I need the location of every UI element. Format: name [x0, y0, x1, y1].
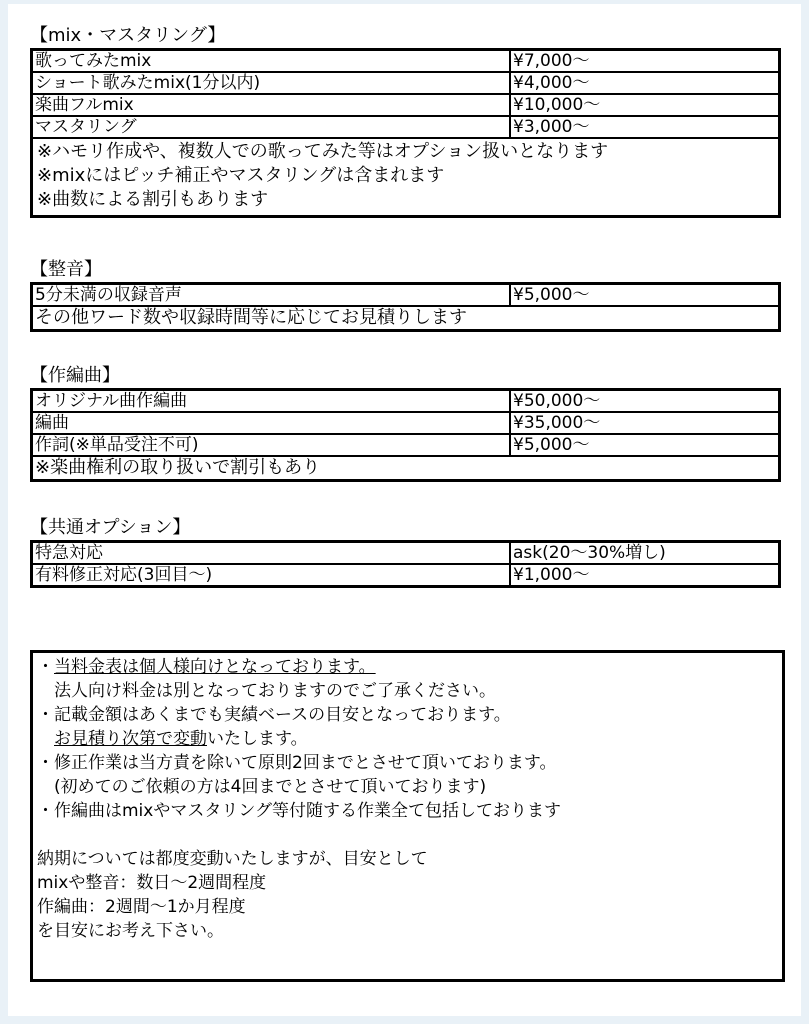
item-price: ¥4,000〜 [513, 73, 590, 93]
notice-line: ・修正作業は当方責を除いて原則2回までとさせて頂いております。 [37, 753, 557, 773]
table-row [33, 411, 778, 433]
item-price: ¥5,000〜 [513, 435, 590, 455]
note-line: ※mixにはピッチ補正やマスタリングは含まれます [37, 165, 445, 186]
notice-line: 法人向け料金は別となっておりますのでご了承ください。 [37, 681, 496, 701]
notice-underlined-text: お見積り次第で変動 [54, 729, 207, 749]
notice-underlined-text: 当料金表は個人様向けとなっております。 [54, 657, 376, 677]
item-label: マスタリング [33, 117, 511, 137]
notice-indent [37, 729, 54, 749]
table-row [33, 71, 778, 93]
notice-line: ・記載金額はあくまでも実績ベースの目安となっております。 [37, 705, 511, 725]
item-price: ask(20〜30%増し) [513, 543, 666, 563]
notice-line: (初めてのご依頼の方は4回までとさせて頂いております) [37, 777, 487, 797]
table-row [33, 285, 778, 305]
table-row [33, 455, 778, 479]
notice-line: mixや整音：数日〜2週間程度 [37, 873, 267, 893]
mix-heading: 【mix・マスタリング】 [30, 25, 226, 46]
item-label: 作詞(※単品受注不可) [33, 435, 511, 455]
mix-notes [33, 137, 778, 215]
table-row [33, 391, 778, 411]
composition-note: ※楽曲権利の取り扱いで割引もあり [35, 457, 321, 478]
options-table [30, 540, 781, 588]
seion-heading: 【整音】 [30, 259, 102, 280]
notice-text: いたします。 [207, 729, 308, 749]
mix-section [30, 24, 785, 218]
seion-section [30, 258, 785, 332]
mix-table [30, 48, 781, 218]
item-label: 特急対応 [33, 543, 511, 563]
item-label: 楽曲フルmix [33, 95, 511, 115]
notice-line [37, 727, 778, 751]
item-label: 歌ってみたmix [33, 51, 511, 71]
notice-box [30, 650, 785, 982]
table-row [33, 543, 778, 563]
price-list-page [8, 4, 801, 1016]
table-row [33, 93, 778, 115]
item-label: 5分未満の収録音声 [33, 285, 511, 305]
note-line: ※曲数による割引もあります [37, 189, 269, 210]
notice-line: を目安にお考え下さい。 [37, 921, 224, 941]
options-section [30, 516, 785, 588]
notice-spacer [37, 823, 778, 847]
item-label: 編曲 [33, 413, 511, 433]
options-heading: 【共通オプション】 [30, 517, 191, 538]
notice-line: ・作編曲はmixやマスタリング等付随する作業全て包括しております [37, 801, 562, 821]
table-row [33, 115, 778, 137]
item-price: ¥3,000〜 [513, 117, 590, 137]
seion-table [30, 282, 781, 332]
note-line: ※ハモリ作成や、複数人での歌ってみた等はオプション扱いとなります [37, 141, 609, 162]
table-row [33, 305, 778, 329]
item-price: ¥5,000〜 [513, 285, 590, 305]
item-price: ¥1,000〜 [513, 565, 590, 585]
item-label: オリジナル曲作編曲 [33, 391, 511, 411]
table-row [33, 51, 778, 71]
item-price: ¥10,000〜 [513, 95, 601, 115]
item-price: ¥35,000〜 [513, 413, 601, 433]
seion-note: その他ワード数や収録時間等に応じてお見積りします [35, 307, 467, 328]
table-row [33, 563, 778, 585]
item-label: 有料修正対応(3回目〜) [33, 565, 511, 585]
table-row [33, 433, 778, 455]
composition-heading: 【作編曲】 [30, 365, 120, 386]
notice-bullet: ・ [37, 657, 54, 677]
notice-line: 納期については都度変動いたしますが、目安として [37, 849, 428, 869]
item-label: ショート歌みたmix(1分以内) [33, 73, 511, 93]
composition-table [30, 388, 781, 482]
item-price: ¥7,000〜 [513, 51, 590, 71]
notice-line [37, 655, 778, 679]
composition-section [30, 364, 785, 482]
notice-line: 作編曲：2週間〜1か月程度 [37, 897, 246, 917]
item-price: ¥50,000〜 [513, 391, 601, 411]
